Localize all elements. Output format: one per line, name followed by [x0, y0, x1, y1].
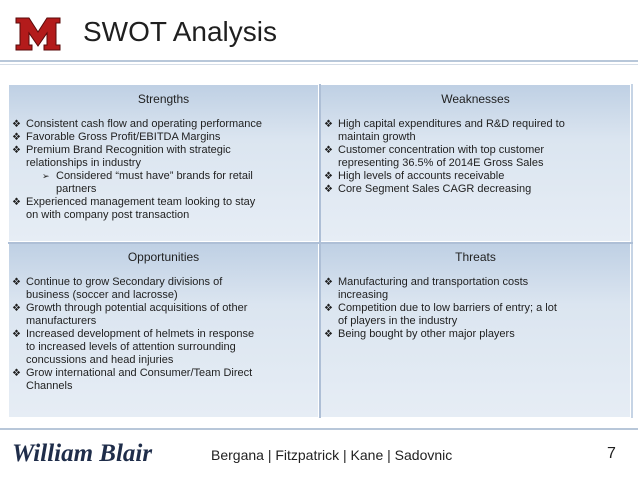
- diamond-bullet-icon: ❖: [12, 119, 21, 130]
- quadrant-divider-vertical: [319, 84, 321, 418]
- diamond-bullet-icon: ❖: [12, 197, 21, 208]
- diamond-bullet-icon: ❖: [12, 368, 21, 379]
- list-item: ❖ Manufacturing and transportation costs: [324, 276, 529, 288]
- diamond-bullet-icon: ❖: [12, 303, 21, 314]
- list-item: ❖ Continue to grow Secondary divisions of: [12, 276, 223, 288]
- diamond-bullet-icon: ❖: [324, 145, 333, 156]
- diamond-bullet-icon: ❖: [12, 329, 21, 340]
- list-item-continued: relationships in industry: [26, 157, 141, 169]
- list-item-continued: maintain growth: [338, 131, 416, 143]
- header-divider-thin: [0, 64, 638, 65]
- strengths-list: [9, 118, 318, 222]
- diamond-bullet-icon: ❖: [12, 132, 21, 143]
- list-item-continued: of players in the industry: [338, 315, 458, 327]
- opportunities-list: [9, 276, 318, 393]
- list-item-continued: increasing: [338, 289, 389, 301]
- list-item: ❖ Grow international and Consumer/Team Direct: [12, 367, 253, 379]
- diamond-bullet-icon: ❖: [12, 145, 21, 156]
- list-item: ❖ High capital expenditures and R&D required to: [324, 118, 565, 130]
- threats-quadrant: [320, 243, 631, 418]
- threats-heading: Threats: [455, 250, 496, 264]
- list-item-continued: Channels: [26, 380, 73, 392]
- list-item: ❖ Consistent cash flow and operating performance: [12, 118, 263, 130]
- diamond-bullet-icon: ❖: [324, 277, 333, 288]
- list-item: ❖ Increased development of helmets in response: [12, 328, 255, 340]
- quadrant-divider-horizontal: [8, 242, 633, 244]
- list-item: ❖ Growth through potential acquisitions of other: [12, 302, 248, 314]
- diamond-bullet-icon: ❖: [324, 303, 333, 314]
- opportunities-quadrant: [8, 243, 319, 418]
- page-number: 7: [607, 445, 616, 462]
- sub-list-item: ➢ Considered “must have” brands for retail: [42, 170, 253, 182]
- list-item: ❖ Customer concentration with top customer: [324, 144, 545, 156]
- threats-list: [321, 276, 630, 341]
- weaknesses-quadrant: [320, 84, 631, 242]
- list-item-continued: representing 36.5% of 2014E Gross Sales: [338, 157, 544, 169]
- sub-list-item-continued: partners: [56, 183, 97, 195]
- list-item: ❖ Being bought by other major players: [324, 328, 515, 340]
- diamond-bullet-icon: ❖: [324, 171, 333, 182]
- slide-title: SWOT Analysis: [83, 16, 277, 47]
- diamond-bullet-icon: ❖: [324, 119, 333, 130]
- strengths-quadrant: [8, 84, 319, 242]
- list-item: ❖ High levels of accounts receivable: [324, 170, 505, 182]
- list-item: ❖ Experienced management team looking to stay: [12, 196, 256, 208]
- list-item-continued: business (soccer and lacrosse): [26, 289, 178, 301]
- list-item: ❖ Competition due to low barriers of entry; a lot: [324, 302, 557, 314]
- swot-grid: [8, 84, 633, 418]
- weaknesses-heading: Weaknesses: [441, 92, 510, 106]
- list-item-continued: manufacturers: [26, 315, 97, 327]
- list-item: ❖ Premium Brand Recognition with strategic: [12, 144, 231, 156]
- strengths-heading: Strengths: [137, 92, 190, 106]
- footer-divider: [0, 428, 638, 430]
- list-item: ❖ Favorable Gross Profit/EBITDA Margins: [12, 131, 221, 143]
- list-item: ❖ Core Segment Sales CAGR decreasing: [324, 183, 532, 195]
- list-item-continued: to increased levels of attention surrounding: [26, 341, 236, 353]
- arrow-bullet-icon: ➢: [42, 171, 50, 181]
- weaknesses-list: [321, 118, 630, 196]
- diamond-bullet-icon: ❖: [324, 329, 333, 340]
- diamond-bullet-icon: ❖: [324, 184, 333, 195]
- authors-line: Bergana | Fitzpatrick | Kane | Sadovnic: [211, 447, 453, 463]
- header-divider: [0, 60, 638, 62]
- william-blair-logo: William Blair: [12, 440, 153, 467]
- slide-header: [0, 0, 638, 70]
- list-item-continued: on with company post transaction: [26, 209, 190, 221]
- diamond-bullet-icon: ❖: [12, 277, 21, 288]
- opportunities-heading: Opportunities: [127, 250, 200, 264]
- miami-m-logo-icon: [14, 14, 62, 54]
- list-item-continued: concussions and head injuries: [26, 354, 174, 366]
